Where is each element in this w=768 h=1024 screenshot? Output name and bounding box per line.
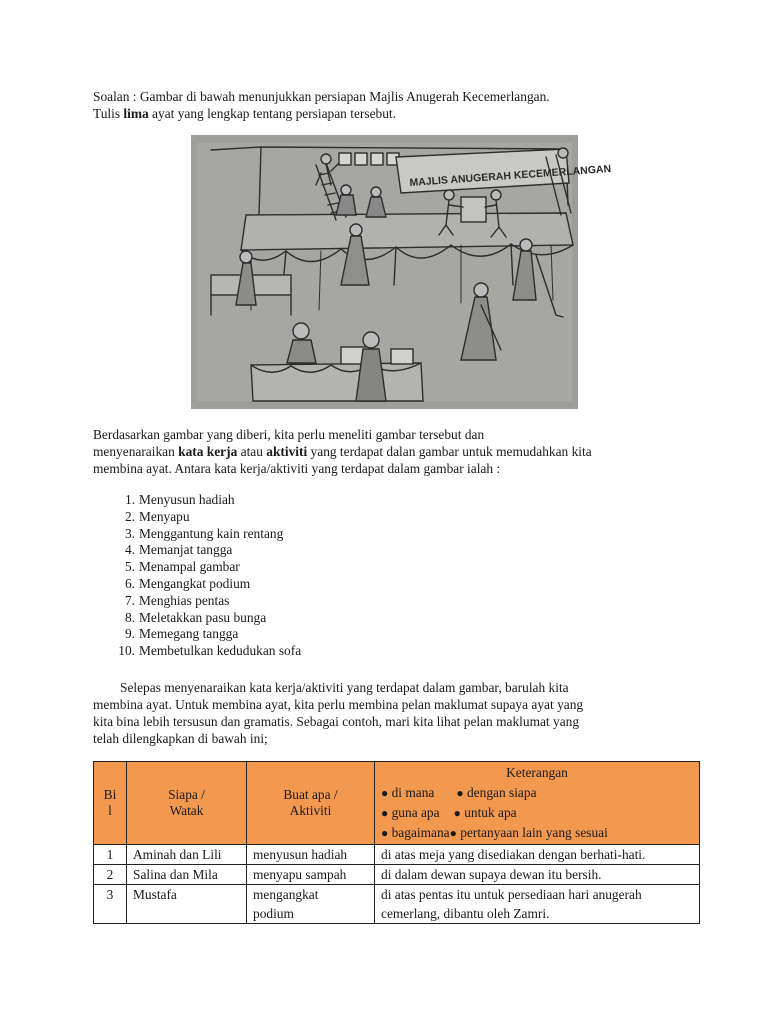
emphasis-lima: lima [123,106,149,121]
bullet-icon: ● [453,806,461,820]
intro-line-2: menyenaraikan kata kerja atau aktiviti yang terdapat dalan gambar untuk memudahkan kita [93,444,592,459]
cell-keterangan: di atas meja yang disediakan dengan berhati-hati. [375,845,700,865]
list-item: 4. Memanjat tangga [124,542,233,558]
list-item: 7. Menghias pentas [124,592,230,608]
cell-keterangan: di atas pentas itu untuk persediaan hari anugerah cemerlang, dibantu oleh Zamri. [375,885,700,924]
cell-siapa: Aminah dan Lili [127,845,247,865]
bullet-icon: ● [381,786,389,800]
followup-line-2: membina ayat. Untuk membina ayat, kita perlu membina pelan maklumat supaya ayat yang [93,697,584,712]
list-item: 2. Menyapu [124,508,190,524]
header-bil: Bi l [94,762,127,845]
cell-siapa: Salina dan Mila [127,865,247,885]
cell-siapa: Mustafa [127,885,247,924]
list-item: 10. Membetulkan kedudukan sofa [118,643,302,659]
cell-buat: mengangkat podium [247,885,375,924]
cell-bil: 3 [94,885,127,924]
table-row [94,865,700,885]
list-item: 8. Meletakkan pasu bunga [124,609,267,625]
list-item: 5. Menampal gambar [124,559,240,575]
followup-line-4: telah dilengkapkan di bawah ini; [93,731,268,746]
preparation-illustration [191,135,612,409]
bullet-icon: ● [381,826,389,840]
question-line-1: Soalan : Gambar di bawah menunjukkan persiapan Majlis Anugerah Kecemerlangan. [93,89,550,104]
question-line-2: Tulis lima ayat yang lengkap tentang persiapan tersebut. [93,106,396,121]
cell-buat: menyusun hadiah [247,845,375,865]
bullet-icon: ● [449,826,457,840]
list-item: 6. Mengangkat podium [124,575,251,591]
list-item: 9. Memegang tangga [124,626,239,642]
bullet-icon: ● [456,786,464,800]
cell-bil: 2 [94,865,127,885]
table-row [94,845,700,865]
followup-line-3: kita bina lebih tersusun dan gramatis. Sebagai contoh, mari kita lihat pelan maklumat yang [93,714,580,729]
table-row [94,885,700,924]
cell-keterangan: di dalam dewan supaya dewan itu bersih. [375,865,700,885]
cell-buat: menyapu sampah [247,865,375,885]
header-siapa: Siapa / Watak [127,762,247,845]
intro-line-3: membina ayat. Antara kata kerja/aktiviti yang terdapat dalam gambar ialah : [93,461,501,476]
header-buat-apa: Buat apa / Aktiviti [247,762,375,845]
table-header-row [94,762,700,845]
intro-line-1: Berdasarkan gambar yang diberi, kita perlu meneliti gambar tersebut dan [93,427,485,442]
cell-bil: 1 [94,845,127,865]
bullet-icon: ● [381,806,389,820]
activity-list [93,492,413,660]
emphasis-aktiviti: aktiviti [266,444,308,459]
emphasis-kata-kerja: kata kerja [178,444,238,459]
information-plan-table [93,761,700,924]
list-item: 1. Menyusun hadiah [124,492,235,507]
banner-text: MAJLIS ANUGERAH KECEMERLANGAN [409,162,612,189]
header-keterangan: Keterangan ● di mana ● dengan siapa ● guna apa ● untuk apa ● bagaimana● pertanyaan lain yang sesuai [375,762,700,845]
list-item: 3. Menggantung kain rentang [124,525,284,541]
followup-line-1: Selepas menyenaraikan kata kerja/aktiviti yang terdapat dalam gambar, barulah kita [120,680,569,695]
